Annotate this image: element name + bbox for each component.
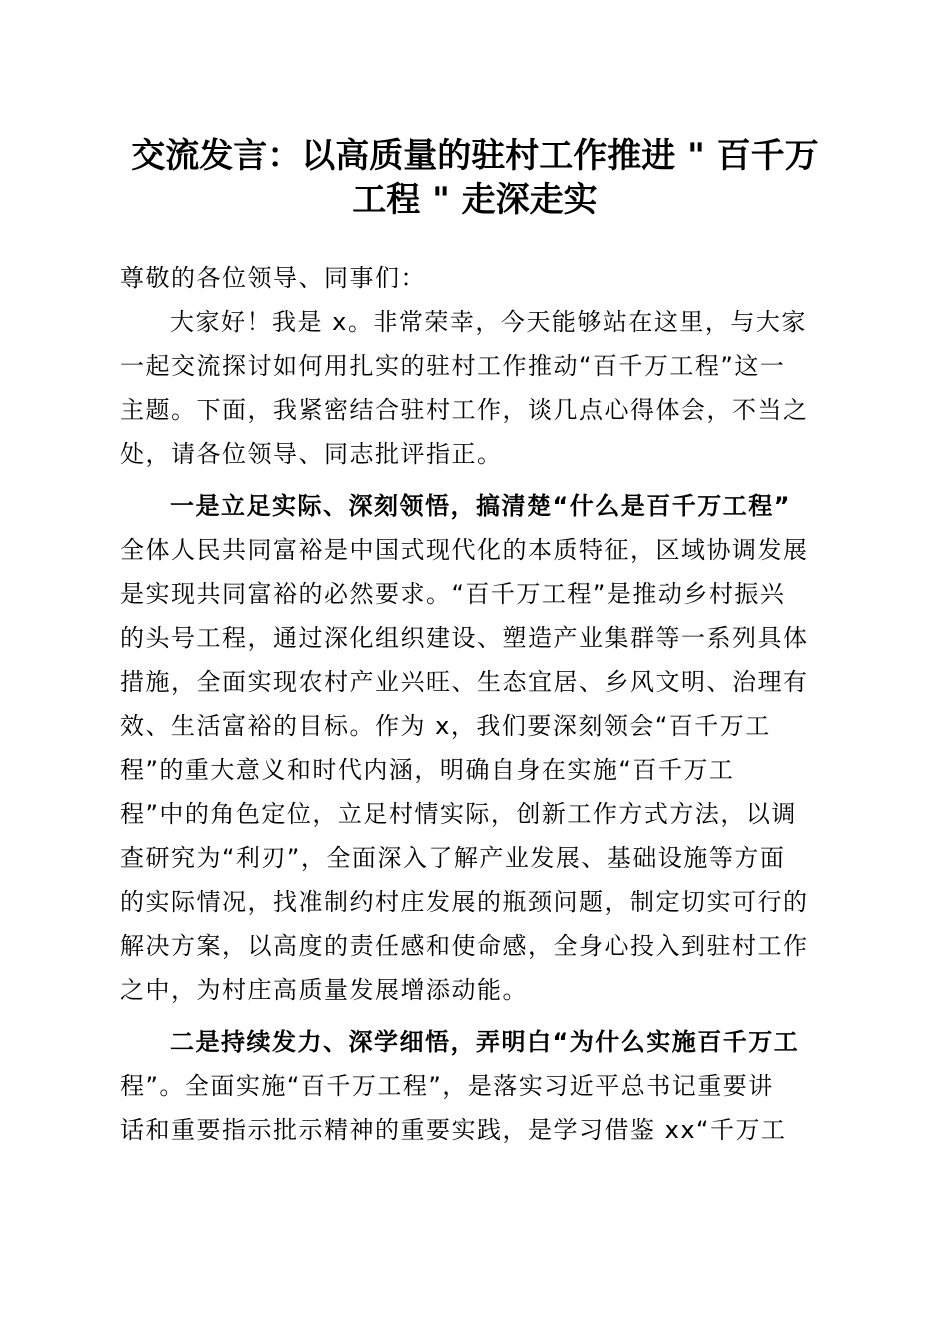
paragraph-line: 程”中的角色定位，立足村情实际，创新工作方式方法，以调	[120, 800, 797, 828]
paragraph-line: 是实现共同富裕的必然要求。“百千万工程”是推动乡村振兴	[120, 580, 786, 608]
section-heading-2: 二是持续发力、深学细悟，弄明白“为什么实施百千万工	[170, 1028, 800, 1056]
title-line-2: 工程 " 走深走实	[352, 180, 598, 220]
section-heading-1: 一是立足实际、深刻领悟，搞清楚“什么是百千万工程”	[170, 492, 792, 520]
paragraph-line: 查研究为“利刃”，全面深入了解产业发展、基础设施等方面	[120, 844, 786, 872]
salutation: 尊敬的各位领导、同事们：	[120, 264, 426, 292]
paragraph-line: 之中，为村庄高质量发展增添动能。	[120, 976, 528, 1004]
paragraph-line: 解决方案，以高度的责任感和使命感，全身心投入到驻村工作	[120, 932, 809, 960]
paragraph-line: 主题。下面，我紧密结合驻村工作，谈几点心得体会，不当之	[120, 396, 809, 424]
paragraph-line: 程”。全面实施“百千万工程”，是落实习近平总书记重要讲	[120, 1072, 774, 1100]
paragraph-line: 全体人民共同富裕是中国式现代化的本质特征，区域协调发展	[120, 536, 809, 564]
paragraph-line: 处，请各位领导、同志批评指正。	[120, 440, 503, 468]
paragraph-line: 效、生活富裕的目标。作为 x，我们要深刻领会“百千万工	[120, 712, 771, 740]
paragraph-line: 一起交流探讨如何用扎实的驻村工作推动“百千万工程”这一	[120, 352, 786, 380]
document-body	[120, 256, 824, 1152]
title-line-1: 交流发言：以高质量的驻村工作推进 " 百千万	[131, 136, 819, 176]
document-title	[100, 134, 850, 222]
paragraph-line: 的实际情况，找准制约村庄发展的瓶颈问题，制定切实可行的	[120, 888, 809, 916]
paragraph-line: 话和重要指示批示精神的重要实践，是学习借鉴 xx“千万工	[120, 1116, 787, 1144]
paragraph-line: 的头号工程，通过深化组织建设、塑造产业集群等一系列具体	[120, 624, 809, 652]
paragraph-line: 措施，全面实现农村产业兴旺、生态宜居、乡风文明、治理有	[120, 668, 809, 696]
paragraph-line: 程”的重大意义和时代内涵，明确自身在实施“百千万工	[120, 756, 735, 784]
paragraph-line: 大家好！我是 x。非常荣幸，今天能够站在这里，与大家	[170, 308, 807, 336]
